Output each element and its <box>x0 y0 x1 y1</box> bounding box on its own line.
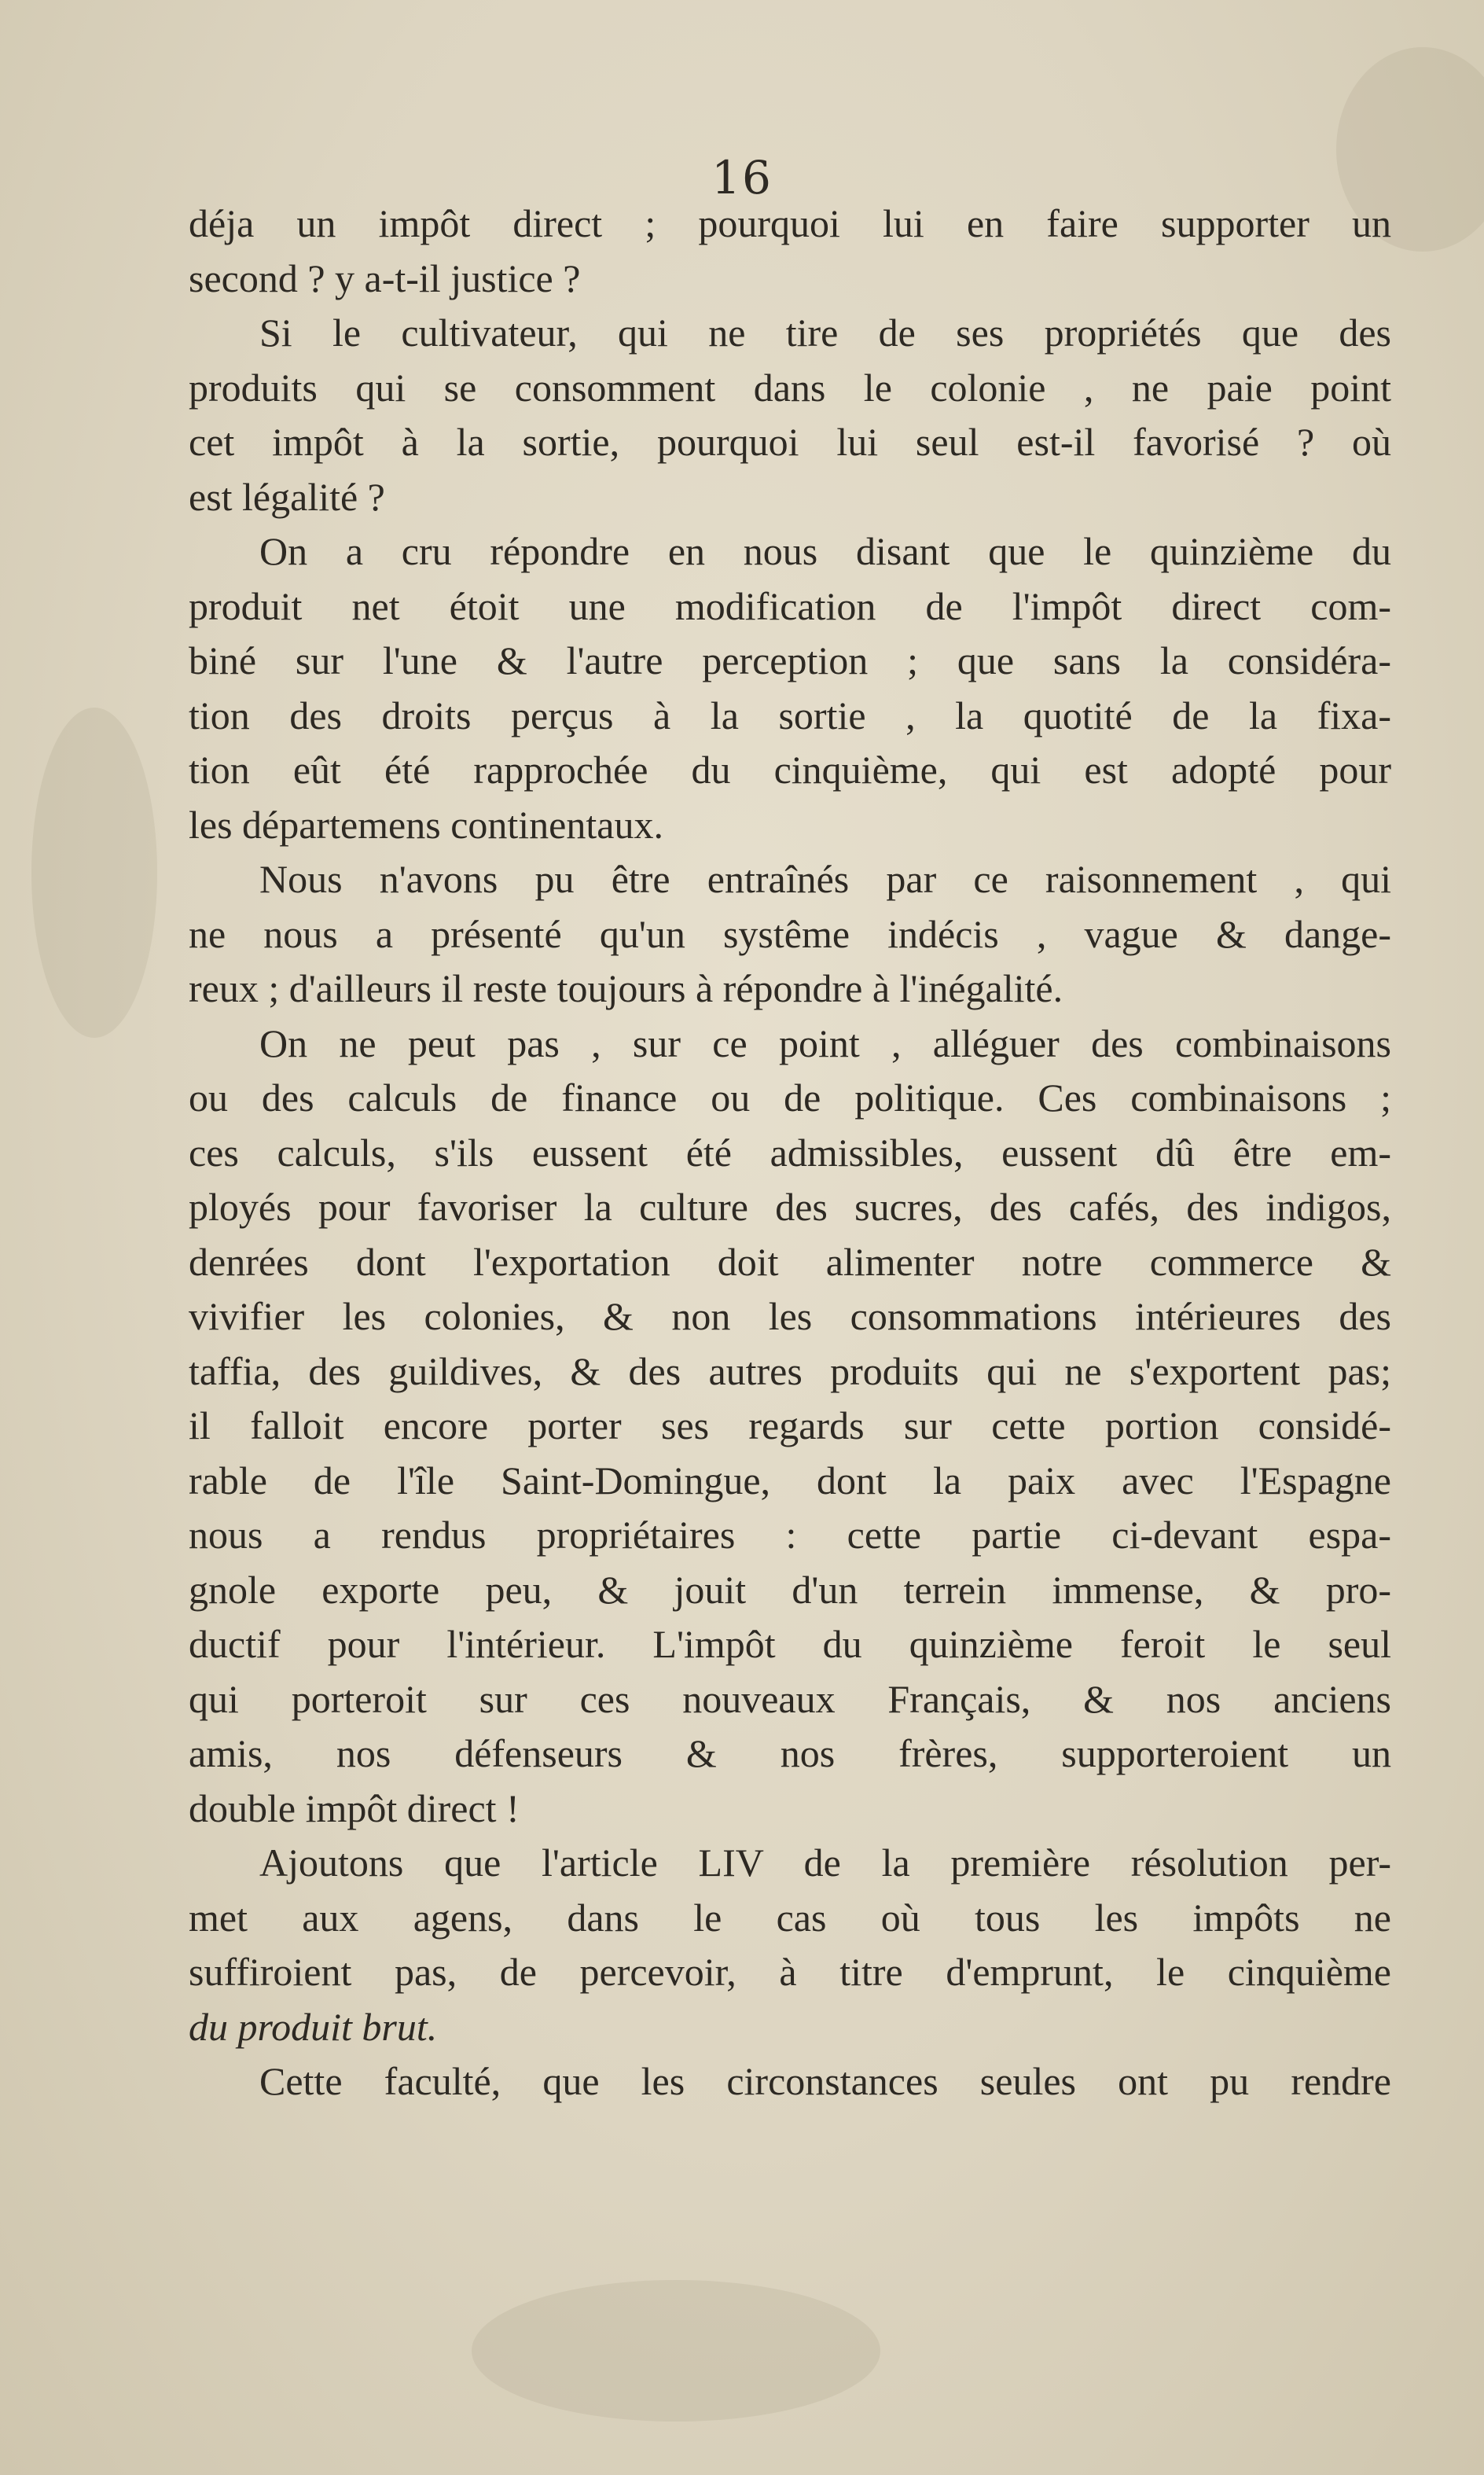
text-line: gnole exporte peu, & jouit d'un terrein immense, & pro- <box>189 1567 1391 1612</box>
text-line: les départemens continentaux. <box>189 802 663 847</box>
text-line: ou des calculs de finance ou de politique. Ces combinaisons ; <box>189 1076 1391 1120</box>
text-line: il falloit encore porter ses regards sur cette portion considé- <box>189 1403 1391 1447</box>
text-line: vivifier les colonies, & non les consommations intérieures des <box>189 1294 1391 1338</box>
text-line: Cette faculté, que les circonstances seules ont pu rendre <box>259 2059 1391 2103</box>
text-line: biné sur l'une & l'autre perception ; que sans la considéra- <box>189 638 1391 682</box>
paragraph <box>189 1836 1391 2054</box>
text-line: taffia, des guildives, & des autres produits qui ne s'exportent pas; <box>189 1348 1391 1393</box>
text-line: met aux agens, dans le cas où tous les impôts ne <box>189 1895 1391 1940</box>
paragraph <box>189 852 1391 1017</box>
text-line: ductif pour l'intérieur. L'impôt du quinzième feroit le seul <box>189 1622 1391 1666</box>
text-line: On ne peut pas , sur ce point , alléguer des combinaisons <box>259 1021 1391 1065</box>
text-line: second ? y a-t-il justice ? <box>189 256 581 300</box>
text-line: suffiroient pas, de percevoir, à titre d'emprunt, le cinquième <box>189 1950 1391 1994</box>
text-line: reux ; d'ailleurs il reste toujours à répondre à l'inégalité. <box>189 966 1063 1010</box>
text-line: rable de l'île Saint-Domingue, dont la paix avec l'Espagne <box>189 1458 1391 1502</box>
paragraph <box>189 306 1391 524</box>
text-line: tion eût été rapprochée du cinquième, qui est adopté pour <box>189 748 1391 792</box>
text-line: produits qui se consomment dans le colonie , ne paie point <box>189 365 1391 410</box>
text-line: ces calculs, s'ils eussent été admissibles, eussent dû être em- <box>189 1130 1391 1175</box>
text-line: tion des droits perçus à la sortie , la quotité de la fixa- <box>189 693 1391 737</box>
paper-stain <box>472 2280 880 2422</box>
text-line: cet impôt à la sortie, pourquoi lui seul est-il favorisé ? où <box>189 420 1391 464</box>
text-line: ne nous a présenté qu'un systême indécis , vague & dange- <box>189 911 1391 956</box>
text-line: du produit brut. <box>189 2004 438 2049</box>
paper-stain <box>31 708 157 1038</box>
text-line: produit net étoit une modification de l'impôt direct com- <box>189 583 1391 628</box>
paragraph <box>189 1017 1391 1837</box>
text-line: Nous n'avons pu être entraînés par ce raisonnement , qui <box>259 857 1391 901</box>
text-line: denrées dont l'exportation doit alimenter notre commerce & <box>189 1239 1391 1284</box>
paragraph <box>189 524 1391 852</box>
text-line: nous a rendus propriétaires : cette partie ci-devant espa- <box>189 1513 1391 1557</box>
text-line: qui porteroit sur ces nouveaux Français, & nos anciens <box>189 1676 1391 1721</box>
paragraph <box>189 197 1391 306</box>
text-line: ployés pour favoriser la culture des sucres, des cafés, des indigos, <box>189 1185 1391 1229</box>
text-line: On a cru répondre en nous disant que le quinzième du <box>259 529 1391 573</box>
text-line: amis, nos défenseurs & nos frères, supporteroient un <box>189 1731 1391 1775</box>
body-text <box>189 197 1391 2109</box>
page-number: 16 <box>711 151 773 204</box>
text-line: Si le cultivateur, qui ne tire de ses propriétés que des <box>259 311 1391 355</box>
paragraph <box>189 2054 1391 2109</box>
text-line: est légalité ? <box>189 474 385 519</box>
text-line: Ajoutons que l'article LIV de la première résolution per- <box>259 1841 1391 1885</box>
text-line: double impôt direct ! <box>189 1785 520 1830</box>
text-line: déja un impôt direct ; pourquoi lui en faire supporter un <box>189 201 1391 245</box>
